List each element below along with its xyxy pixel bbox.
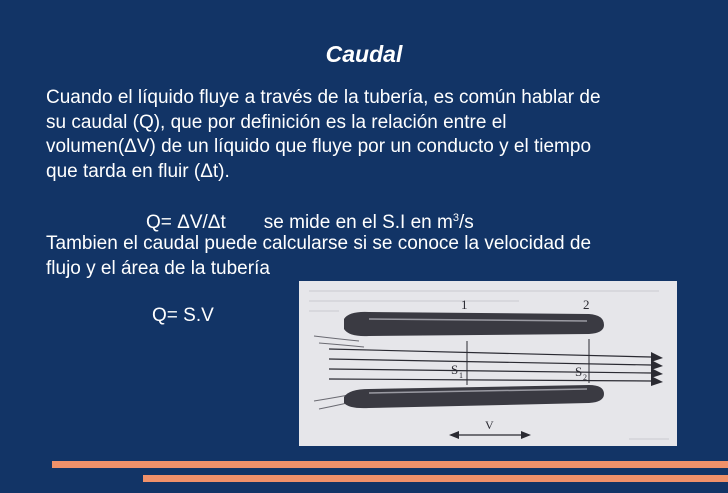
paragraph-line: flujo y el área de la tubería: [46, 258, 270, 279]
pipe-flow-figure: [299, 281, 677, 446]
figure-label-2: 2: [583, 297, 590, 312]
paragraph-velocity: [46, 231, 706, 281]
paragraph-line: Tambien el caudal puede calcularse si se conoce la velocidad de: [46, 233, 592, 254]
paragraph-line: Cuando el líquido fluye a través de la tubería, es común hablar de: [46, 87, 601, 108]
slide-title: Caudal: [325, 41, 403, 67]
paragraph-line: volumen(ΔV) de un líquido que fluye por un conducto y el tiempo: [46, 136, 592, 157]
formula-unit-suffix: /s: [458, 212, 474, 233]
paragraph-line: que tarda en fluir (Δt).: [46, 160, 230, 182]
accent-bar-top: [52, 461, 728, 468]
formula-equation: Q= ΔV/Δt: [146, 212, 226, 233]
figure-label-1: 1: [461, 297, 468, 312]
figure-label-v: V: [485, 418, 494, 432]
formula-unit-exponent: 3: [452, 212, 459, 224]
paragraph-definition: [46, 86, 706, 184]
paragraph-line: su caudal (Q), que por definición es la relación entre el: [46, 111, 507, 133]
figure-label-s2: S: [575, 364, 583, 379]
accent-bar-bottom: [143, 475, 728, 482]
formula-unit-text: se mide en el S.I en m: [263, 212, 453, 233]
pipe-flow-illustration: [299, 281, 677, 446]
figure-label-s2-sub: 2: [583, 373, 587, 382]
figure-label-s1: S: [451, 362, 459, 377]
formula-area-velocity: Q= S.V: [152, 305, 214, 326]
figure-label-s1-sub: 1: [459, 371, 463, 380]
